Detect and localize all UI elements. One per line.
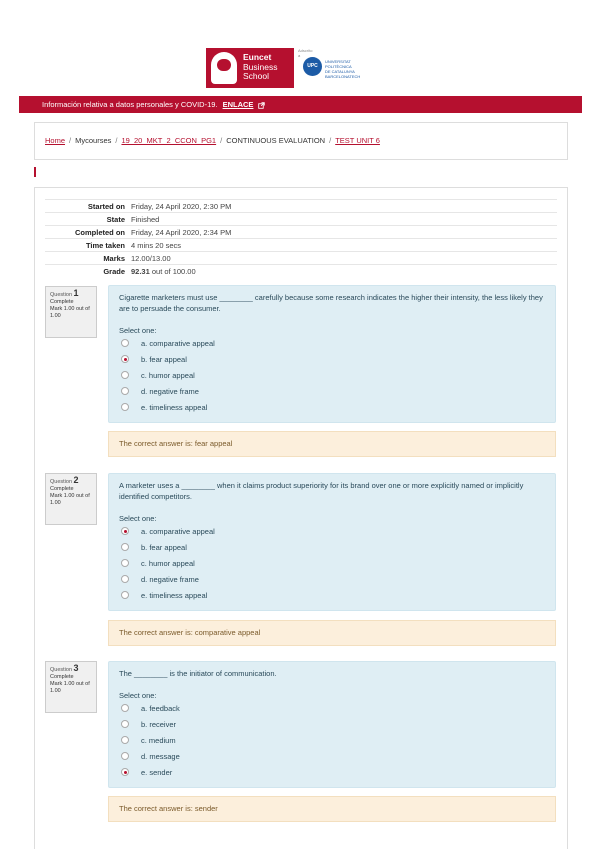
question-3-body bbox=[108, 661, 556, 788]
radio-button[interactable] bbox=[121, 543, 129, 551]
question-text: The ________ is the initiator of communication. bbox=[119, 669, 277, 678]
question-mark: Mark 1.00 out of 1.00 bbox=[50, 493, 90, 506]
radio-button[interactable] bbox=[121, 403, 129, 411]
grade-value: 92.31 bbox=[131, 266, 150, 276]
summary-label: Time taken bbox=[45, 239, 131, 252]
radio-button[interactable] bbox=[121, 591, 129, 599]
answer-option[interactable]: e. timeliness appeal bbox=[121, 403, 207, 412]
answer-option[interactable]: b. fear appeal bbox=[121, 355, 187, 364]
question-mark: Mark 1.00 out of 1.00 bbox=[50, 681, 90, 694]
attempt-summary bbox=[45, 199, 557, 277]
summary-label: Started on bbox=[45, 200, 131, 213]
answer-option[interactable]: e. sender bbox=[121, 768, 172, 777]
question-label: Question bbox=[50, 479, 73, 485]
euncet-name: Euncet Business School bbox=[243, 52, 278, 81]
radio-button[interactable] bbox=[121, 339, 129, 347]
summary-label: Completed on bbox=[45, 226, 131, 239]
answer-option[interactable]: d. negative frame bbox=[121, 387, 199, 396]
answer-option[interactable]: a. feedback bbox=[121, 704, 180, 713]
banner-text: Información relativa a datos personales y COVID-19. bbox=[42, 100, 218, 109]
answer-option[interactable]: a. comparative appeal bbox=[121, 339, 215, 348]
radio-button[interactable] bbox=[121, 387, 129, 395]
correct-answer-feedback: The correct answer is: fear appeal bbox=[108, 431, 556, 457]
question-state: Complete bbox=[50, 299, 74, 305]
select-one-label: Select one: bbox=[119, 691, 157, 700]
radio-button-selected[interactable] bbox=[121, 527, 129, 535]
breadcrumb-mycourses: Mycourses bbox=[75, 136, 112, 145]
euncet-mark-icon bbox=[211, 52, 237, 84]
select-one-label: Select one: bbox=[119, 514, 157, 523]
adscrito-label: Adscrito a bbox=[298, 48, 313, 58]
breadcrumb-home[interactable]: Home bbox=[45, 136, 66, 145]
summary-value: Finished bbox=[131, 213, 557, 226]
upc-name: UNIVERSITAT POLITÈCNICA DE CATALUNYA BARCELONATECH bbox=[325, 59, 361, 79]
radio-button-selected[interactable] bbox=[121, 768, 129, 776]
answer-option[interactable]: d. message bbox=[121, 752, 180, 761]
answer-option[interactable]: a. comparative appeal bbox=[121, 527, 215, 536]
breadcrumb-section: CONTINUOUS EVALUATION bbox=[226, 136, 326, 145]
upc-logo-icon: UPC bbox=[303, 57, 322, 76]
summary-value: Friday, 24 April 2020, 2:30 PM bbox=[131, 200, 557, 213]
radio-button[interactable] bbox=[121, 704, 129, 712]
question-number: 3 bbox=[73, 663, 79, 673]
quiz-review bbox=[34, 187, 568, 849]
radio-button[interactable] bbox=[121, 752, 129, 760]
summary-label: State bbox=[45, 213, 131, 226]
question-state: Complete bbox=[50, 486, 74, 492]
summary-label: Marks bbox=[45, 252, 131, 265]
correct-answer-feedback: The correct answer is: sender bbox=[108, 796, 556, 822]
breadcrumb: Home / Mycourses / 19_20_MKT_2_CCON_PG1 / CONTINUOUS EVALUATION / TEST UNIT 6 bbox=[45, 136, 380, 145]
answer-option[interactable]: c. medium bbox=[121, 736, 176, 745]
section-marker bbox=[34, 167, 36, 177]
answer-option[interactable]: c. humor appeal bbox=[121, 559, 195, 568]
notice-banner bbox=[19, 96, 582, 113]
answer-option[interactable]: b. receiver bbox=[121, 720, 176, 729]
question-info bbox=[45, 473, 97, 525]
question-1-body bbox=[108, 285, 556, 423]
summary-value bbox=[131, 265, 557, 278]
radio-button-selected[interactable] bbox=[121, 355, 129, 363]
question-state: Complete bbox=[50, 674, 74, 680]
radio-button[interactable] bbox=[121, 559, 129, 567]
banner-link[interactable]: ENLACE bbox=[222, 100, 254, 109]
answer-option[interactable]: b. fear appeal bbox=[121, 543, 187, 552]
summary-value: 4 mins 20 secs bbox=[131, 239, 557, 252]
question-text: Cigarette marketers must use ________ carefully because some research indicates the higher their intensity, the less likely they are to persuade the consumer. bbox=[119, 293, 543, 313]
answer-option[interactable]: d. negative frame bbox=[121, 575, 199, 584]
question-info bbox=[45, 661, 97, 713]
question-number: 2 bbox=[73, 475, 79, 485]
summary-value: Friday, 24 April 2020, 2:34 PM bbox=[131, 226, 557, 239]
question-number: 1 bbox=[73, 288, 79, 298]
breadcrumb-current[interactable]: TEST UNIT 6 bbox=[335, 136, 380, 145]
question-2-body bbox=[108, 473, 556, 611]
question-mark: Mark 1.00 out of 1.00 bbox=[50, 306, 90, 319]
breadcrumb-course[interactable]: 19_20_MKT_2_CCON_PG1 bbox=[121, 136, 217, 145]
breadcrumb-bar bbox=[34, 122, 568, 160]
radio-button[interactable] bbox=[121, 371, 129, 379]
external-link-icon[interactable] bbox=[258, 102, 265, 109]
summary-value: 12.00/13.00 bbox=[131, 252, 557, 265]
question-info bbox=[45, 286, 97, 338]
radio-button[interactable] bbox=[121, 575, 129, 583]
question-text: A marketer uses a ________ when it claims product superiority for its brand over one or more explicitly named or implicitly identified competitors. bbox=[119, 481, 524, 501]
grade-rest: out of 100.00 bbox=[149, 266, 196, 276]
radio-button[interactable] bbox=[121, 720, 129, 728]
euncet-logo[interactable] bbox=[206, 48, 294, 88]
summary-label: Grade bbox=[45, 265, 131, 278]
select-one-label: Select one: bbox=[119, 326, 157, 335]
radio-button[interactable] bbox=[121, 736, 129, 744]
answer-option[interactable]: e. timeliness appeal bbox=[121, 591, 207, 600]
question-label: Question bbox=[50, 292, 73, 298]
question-label: Question bbox=[50, 667, 73, 673]
correct-answer-feedback: The correct answer is: comparative appeal bbox=[108, 620, 556, 646]
answer-option[interactable]: c. humor appeal bbox=[121, 371, 195, 380]
